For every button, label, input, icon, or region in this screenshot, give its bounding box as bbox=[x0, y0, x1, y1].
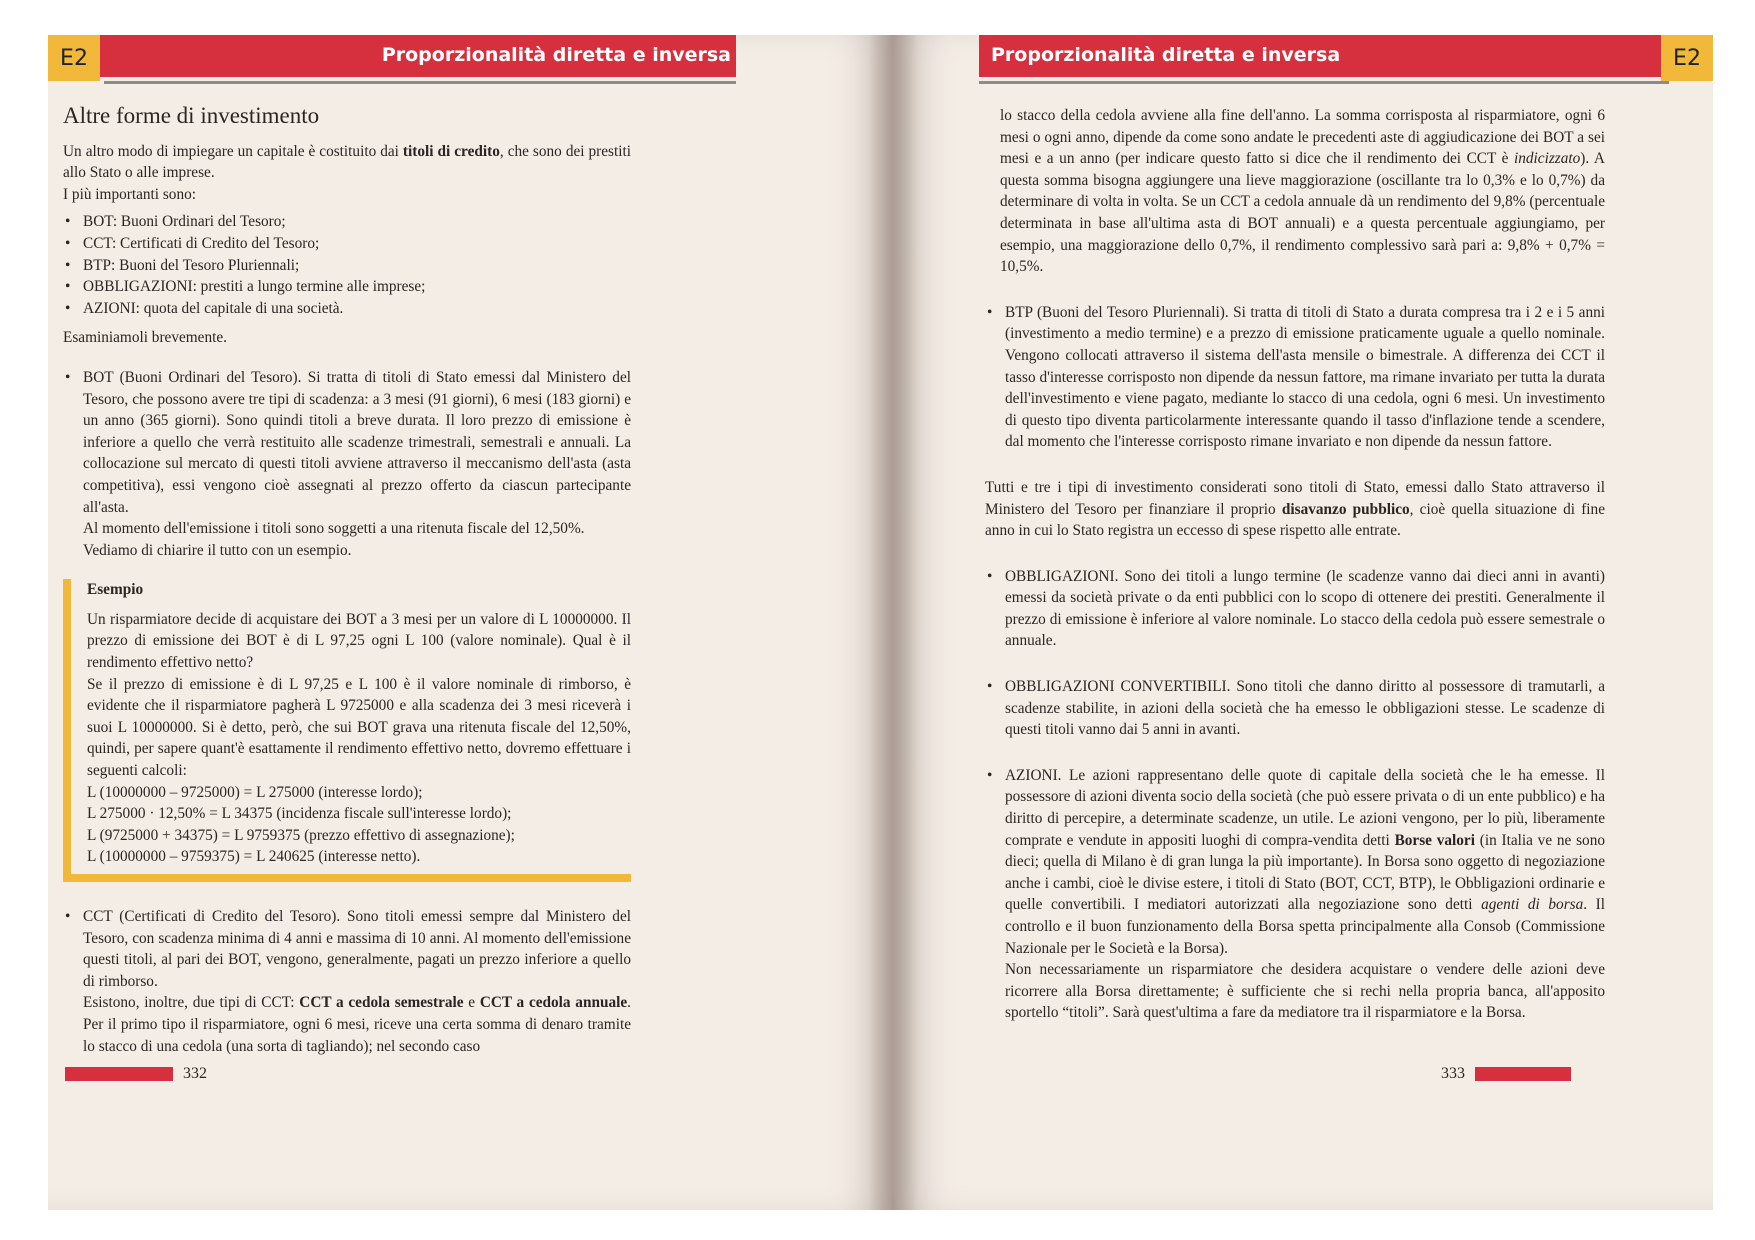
footer-bar bbox=[1475, 1067, 1571, 1081]
header-rule bbox=[104, 81, 736, 84]
list-item: • BTP: Buoni del Tesoro Pluriennali; bbox=[63, 255, 631, 277]
cct-continued-paragraph: lo stacco della cedola avviene alla fine dell'anno. La somma corrisposta al risparmiatore, ogni 6 mesi o ogni anno, dipende da come sono andate le precedenti aste di aggiudicazione dei BOT a sei mesi e a un anno (per indicare questo fatto si dice che il rendimento dei CCT è indicizzato). A questa somma bisogna aggiungere una lieve maggiorazione (oscillante tra lo 0,3% e lo 0,7%) da determinare di volta in volta. Se un CCT a cedola annuale dà un rendimento del 9,8% (percentuale determinata in base all'ultima asta di BOT annuali) e a questa percentuale aggiungiamo, per esempio, una maggiorazione dello 0,7%, il rendimento complessivo sarà pari a: 9,8% + 0,7% = 10,5%. bbox=[1000, 107, 1605, 276]
chapter-tab: E2 bbox=[48, 35, 100, 81]
left-content bbox=[63, 105, 631, 1057]
bot-section: • BOT (Buoni Ordinari del Tesoro). Si tratta di titoli di Stato emessi dal Ministero del Tesoro, che possono avere tre tipi di scadenza: a 3 mesi (91 giorni), 6 mesi (183 giorni) e un anno (365 giorni). Sono quindi titoli a breve durata. Il loro prezzo di emissione è inferiore a quello che verrà restituito alle scadenze trimestrali, semestrali e annuali. La collocazione sul mercato di questi titoli avviene attraverso il meccanismo dell'asta (asta competitiva), essi vengono cioè assegnati al prezzo offerto da ciascun partecipante all'asta. Al momento dell'emissione i titoli sono soggetti a una ritenuta fiscale del 12,50%. Vediamo di chiarire il tutto con un esempio. bbox=[63, 367, 631, 561]
example-question: Un risparmiatore decide di acquistare dei BOT a 3 mesi per un valore di L 10000000. Il prezzo di emissione dei BOT è di L 97,25 ogni L 100 (valore nominale). Qual è il rendimento effettivo netto? bbox=[87, 610, 631, 672]
azioni-section: • AZIONI. Le azioni rappresentano delle quote di capitale della società che le ha emesse. Il possessore di azioni diventa socio della società (che può essere privata o di un ente pubblico) e ha diritto di percepire, a determinate scadenze, un utile. Le azioni vengono, per lo più, liberamente comprate e vendute in appositi luoghi di compra-vendita detti Borse valori (in Italia ve ne sono dieci; quella di Milano è di gran lunga la più importante). In Borsa sono oggetto di negoziazione anche i cambi, cioè le divise estere, i titoli di Stato (BOT, CCT, BTP), le Obbligazioni ordinarie e quelle convertibili. I mediatori autorizzati alla negoziazione sono detti agenti di borsa. Il controllo e il buon funzionamento della Borsa spetta principalmente alla Consob (Commissione Nazionale per le Società e la Borsa). Non necessariamente un risparmiatore che desidera acquistare o vendere delle azioni deve ricorrere alla Borsa direttamente; è sufficiente che si rechi nella propria banca, all'apposito sportello “titoli”. Sarà quest'ultima a fare da mediatore tra il risparmiatore e la Borsa. bbox=[985, 765, 1605, 1024]
example-title: Esempio bbox=[87, 581, 144, 599]
section-title: Altre forme di investimento bbox=[63, 103, 320, 128]
obbligazioni-section: • OBBLIGAZIONI. Sono dei titoli a lungo termine (le scadenze vanno dai dieci anni in avanti) emessi da società private o da enti pubblici con lo scopo di ottenere dei prestiti. Generalmente il prezzo di emissione è inferiore al valore nominale. Lo stacco della cedola può essere semestrale o annuale. bbox=[985, 566, 1605, 652]
header-title: Proporzionalità diretta e inversa bbox=[381, 44, 731, 66]
right-content bbox=[985, 105, 1605, 1024]
header-rule bbox=[979, 81, 1669, 84]
obbligazioni-paragraph: OBBLIGAZIONI. Sono dei titoli a lungo termine (le scadenze vanno dai dieci anni in avanti) emessi da società private o da enti pubblici con lo scopo di ottenere dei prestiti. Generalmente il prezzo di emissione è inferiore al valore nominale. Lo stacco della cedola può essere semestrale o annuale. bbox=[1005, 567, 1605, 650]
list-item: • BOT: Buoni Ordinari del Tesoro; bbox=[63, 211, 631, 233]
azioni-paragraph: AZIONI. Le azioni rappresentano delle quote di capitale della società che le ha emesse. Il possessore di azioni diventa socio della società (che può essere privata o di un ente pubblico) e ha diritto di percepire, a determinate scadenze, un utile. Le azioni vengono, per lo più, liberamente comprate e vendute in appositi luoghi di compra-vendita detti Borse valori (in Italia ve ne sono dieci; quella di Milano è di gran lunga la più importante). In Borsa sono oggetto di negoziazione anche i cambi, cioè le divise estere, i titoli di Stato (BOT, CCT, BTP), le Obbligazioni ordinarie e quelle convertibili. I mediatori autorizzati alla negoziazione sono detti agenti di borsa. Il controllo e il buon funzionamento della Borsa spetta principalmente alla Consob (Commissione Nazionale per le Società e la Borsa). bbox=[1005, 766, 1606, 957]
calc-line: L 275000 · 12,50% = L 34375 (incidenza fiscale sull'interesse lordo); bbox=[87, 805, 512, 823]
obbligazioni-convertibili-paragraph: OBBLIGAZIONI CONVERTIBILI. Sono titoli che danno diritto al possessore di tramutarli, a scadenze stabilite, in azioni della società che ha emesso le obbligazioni stesse. Le scadenze di questi titoli vanno dai 5 anni in avanti. bbox=[1005, 678, 1605, 739]
bot-paragraph-3: Vediamo di chiarire il tutto con un esempio. bbox=[83, 541, 352, 559]
bot-paragraph: BOT (Buoni Ordinari del Tesoro). Si tratta di titoli di Stato emessi dal Ministero del Tesoro, che possono avere tre tipi di scadenza: a 3 mesi (91 giorni), 6 mesi (183 giorni) e un anno (365 giorni). Sono quindi titoli a breve durata. Il loro prezzo di emissione è inferiore a quello che verrà restituito alle scadenze trimestrali, semestrali e annuali. La collocazione sul mercato di questi titoli avviene attraverso il meccanismo dell'asta (asta competitiva), essi vengono cioè assegnati al prezzo offerto da ciascun partecipante all'asta. bbox=[83, 368, 631, 516]
calc-line: L (10000000 – 9725000) = L 275000 (interesse lordo); bbox=[87, 783, 423, 801]
book-gutter bbox=[868, 35, 918, 1210]
calc-line: L (10000000 – 9759375) = L 240625 (interesse netto). bbox=[87, 848, 421, 866]
bot-paragraph-2: Al momento dell'emissione i titoli sono soggetti a una ritenuta fiscale del 12,50%. bbox=[83, 520, 585, 538]
right-page bbox=[893, 35, 1713, 1210]
example-box bbox=[63, 579, 631, 882]
calc-line: L (9725000 + 34375) = L 9759375 (prezzo effettivo di assegnazione); bbox=[87, 826, 515, 844]
obbligazioni-convertibili-section: • OBBLIGAZIONI CONVERTIBILI. Sono titoli che danno diritto al possessore di tramutarli, a scadenze stabilite, in azioni della società che ha emesso le obbligazioni stesse. Le scadenze di questi titoli vanno dai 5 anni in avanti. bbox=[985, 676, 1605, 741]
btp-section: • BTP (Buoni del Tesoro Pluriennali). Si tratta di titoli di Stato a durata compresa tra i 2 e i 5 anni (investimento a medio termine) e a prezzo di emissione praticamente uguale a quello nominale. Vengono collocati attraverso il sistema dell'asta mensile o bimestrale. A differenza dei CCT il tasso d'interesse corrisposto non dipende da nessun fattore, ma rimane invariato per tutta la durata dell'investimento e viene pagato, mediante lo stacco di una cedola, ogni 6 mesi. Un investimento di questo tipo diventa particolarmente interessante quando il tasso d'inflazione tende a scendere, dal momento che l'interesse corrisposto rimane invariato e non dipende da nessun fattore. bbox=[985, 302, 1605, 453]
example-explanation: Se il prezzo di emissione è di L 97,25 e L 100 è il valore nominale di rimborso, è evidente che il risparmiatore pagherà L 9725000 e alla scadenza dei 3 mesi riceverà i suoi L 10000000. Si è detto, però, che sui BOT grava una ritenuta fiscale del 12,50%, quindi, per sapere quant'è esattamente il rendimento effettivo netto, dovremo effettuare i seguenti calcoli: bbox=[87, 675, 631, 780]
cct-paragraph-2: Esistono, inoltre, due tipi di CCT: CCT a cedola semestrale e CCT a cedola annuale. Per il primo tipo il risparmiatore, ogni 6 mesi, riceve una certa somma di denaro tramite lo stacco di una cedola (una sorta di tagliando); nel secondo caso bbox=[83, 994, 631, 1055]
cct-section: • CCT (Certificati di Credito del Tesoro). Sono titoli emessi sempre dal Ministero del Tesoro, con scadenza minima di 4 anni e massima di 10 anni. Al momento dell'emissione questi titoli, al pari dei BOT, vengono, generalmente, pagati un prezzo inferiore a quello di rimborso. Esistono, inoltre, due tipi di CCT: CCT a cedola semestrale e CCT a cedola annuale. Per il primo tipo il risparmiatore, ogni 6 mesi, riceve una certa somma di denaro tramite lo stacco di una cedola (una sorta di tagliando); nel secondo caso bbox=[63, 906, 631, 1057]
page-number: 333 bbox=[1441, 1065, 1465, 1082]
header-title: Proporzionalità diretta e inversa bbox=[991, 44, 1341, 66]
state-securities-paragraph: Tutti e tre i tipi di investimento considerati sono titoli di Stato, emessi dallo Stato attraverso il Ministero del Tesoro per finanziare il proprio disavanzo pubblico, cioè quella situazione di fine anno in cui lo Stato registra un eccesso di spese rispetto alle entrate. bbox=[985, 478, 1605, 540]
list-intro: I più importanti sono: bbox=[63, 185, 196, 203]
page-number: 332 bbox=[183, 1065, 207, 1082]
azioni-paragraph-2: Non necessariamente un risparmiatore che desidera acquistare o vendere delle azioni deve ricorrere alla Borsa direttamente; è sufficiente che si rechi nella propria banca, all'apposito sportello “titoli”. Sarà quest'ultima a fare da mediatore tra il risparmiatore e la Borsa. bbox=[1005, 961, 1605, 1022]
list-item: • CCT: Certificati di Credito del Tesoro; bbox=[63, 233, 631, 255]
securities-list bbox=[63, 211, 631, 319]
intro-paragraph: Un altro modo di impiegare un capitale è costituito dai titoli di credito, che sono dei prestiti allo Stato o alle imprese. bbox=[63, 142, 632, 182]
left-page bbox=[48, 35, 893, 1210]
chapter-tab: E2 bbox=[1661, 35, 1713, 81]
list-item: • AZIONI: quota del capitale di una società. bbox=[63, 298, 631, 320]
examine-text: Esaminiamoli brevemente. bbox=[63, 329, 227, 347]
example-bar-vertical bbox=[63, 579, 71, 882]
example-bar-horizontal bbox=[63, 874, 631, 882]
cct-paragraph: CCT (Certificati di Credito del Tesoro). Sono titoli emessi sempre dal Ministero del Tesoro, con scadenza minima di 4 anni e massima di 10 anni. Al momento dell'emissione questi titoli, al pari dei BOT, vengono, generalmente, pagati un prezzo inferiore a quello di rimborso. bbox=[83, 908, 631, 990]
book-spread bbox=[48, 35, 1713, 1210]
btp-paragraph: BTP (Buoni del Tesoro Pluriennali). Si tratta di titoli di Stato a durata compresa tra i 2 e i 5 anni (investimento a medio termine) e a prezzo di emissione praticamente uguale a quello nominale. Vengono collocati attraverso il sistema dell'asta mensile o bimestrale. A differenza dei CCT il tasso d'interesse corrisposto non dipende da nessun fattore, ma rimane invariato per tutta la durata dell'investimento e viene pagato, mediante lo stacco di una cedola, ogni 6 mesi. Un investimento di questo tipo diventa particolarmente interessante quando il tasso d'inflazione tende a scendere, dal momento che l'interesse corrisposto rimane invariato e non dipende da nessun fattore. bbox=[1005, 303, 1605, 451]
list-item: • OBBLIGAZIONI: prestiti a lungo termine alle imprese; bbox=[63, 276, 631, 298]
footer-bar bbox=[65, 1067, 173, 1081]
